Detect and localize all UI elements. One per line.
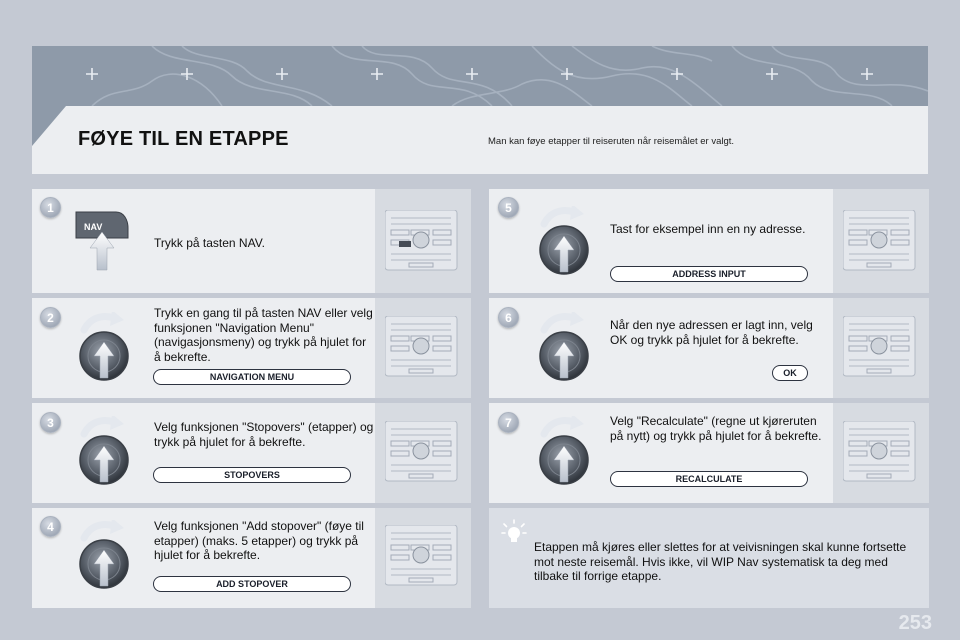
intro-text: Man kan føye etapper til reiseruten når reisemålet er valgt. — [488, 136, 735, 147]
title-corner-fold — [32, 106, 66, 174]
navigation-menu-label: NAVIGATION MENU — [153, 369, 351, 385]
step-3-text: Velg funksjonen "Stopovers" (etapper) og trykk på hjulet for å bekrefte. — [154, 420, 374, 449]
step-6-text: Når den nye adressen er lagt inn, velg OK og trykk på hjulet for å bekrefte. — [610, 318, 813, 347]
step-4-text: Velg funksjonen "Add stopover" (føye til etapper) (maks. 5 etapper) og trykk på hjulet for å bekrefte. — [154, 519, 364, 562]
address-input-label: ADDRESS INPUT — [610, 266, 808, 282]
tip-text: Etappen må kjøres eller slettes for at veivisningen skal kunne fortsette mot neste reisemål. Hvis ikke, vil WIP Nav systematisk ta deg med tilbake til forrige etappe. — [534, 540, 907, 583]
stopovers-label: STOPOVERS — [153, 467, 351, 483]
rotary-knob-icon — [534, 312, 594, 384]
rotary-knob-icon — [534, 206, 594, 278]
page-number: 253 — [898, 612, 932, 634]
step-3-badge: 3 — [40, 412, 61, 433]
rotary-knob-icon — [534, 416, 594, 488]
page-title: FØYE TIL EN ETAPPE — [78, 128, 289, 150]
radio-unit-4 — [385, 525, 459, 587]
lightbulb-icon — [500, 518, 528, 546]
step-7-text: Velg "Recalculate" (regne ut kjøreruten på nytt) og trykk på hjulet for å bekrefte. — [610, 414, 822, 443]
step-5-badge: 5 — [498, 197, 519, 218]
radio-unit-1 — [385, 210, 459, 272]
step-1-text: Trykk på tasten NAV. — [154, 236, 265, 250]
radio-unit-3 — [385, 421, 459, 483]
add-stopover-label: ADD STOPOVER — [153, 576, 351, 592]
step-1-badge: 1 — [40, 197, 61, 218]
radio-unit-7 — [843, 421, 917, 483]
step-5-text: Tast for eksempel inn en ny adresse. — [610, 222, 806, 236]
radio-unit-5 — [843, 210, 917, 272]
step-6-badge: 6 — [498, 307, 519, 328]
rotary-knob-icon — [74, 520, 134, 592]
step-2-text: Trykk en gang til på tasten NAV eller velg funksjonen "Navigation Menu" (navigasjonsmeny) og trykk på hjulet for å bekrefte. — [154, 306, 373, 364]
step-2-badge: 2 — [40, 307, 61, 328]
nav-key-icon — [72, 204, 132, 272]
step-7-badge: 7 — [498, 412, 519, 433]
rotary-knob-icon — [74, 312, 134, 384]
rotary-knob-icon — [74, 416, 134, 488]
header-banner — [32, 46, 928, 106]
recalculate-label: RECALCULATE — [610, 471, 808, 487]
radio-unit-6 — [843, 316, 917, 378]
ok-label: OK — [772, 365, 808, 381]
step-4-badge: 4 — [40, 516, 61, 537]
nav-key-label: NAV — [84, 222, 103, 232]
topographic-pattern — [32, 46, 928, 106]
radio-unit-2 — [385, 316, 459, 378]
